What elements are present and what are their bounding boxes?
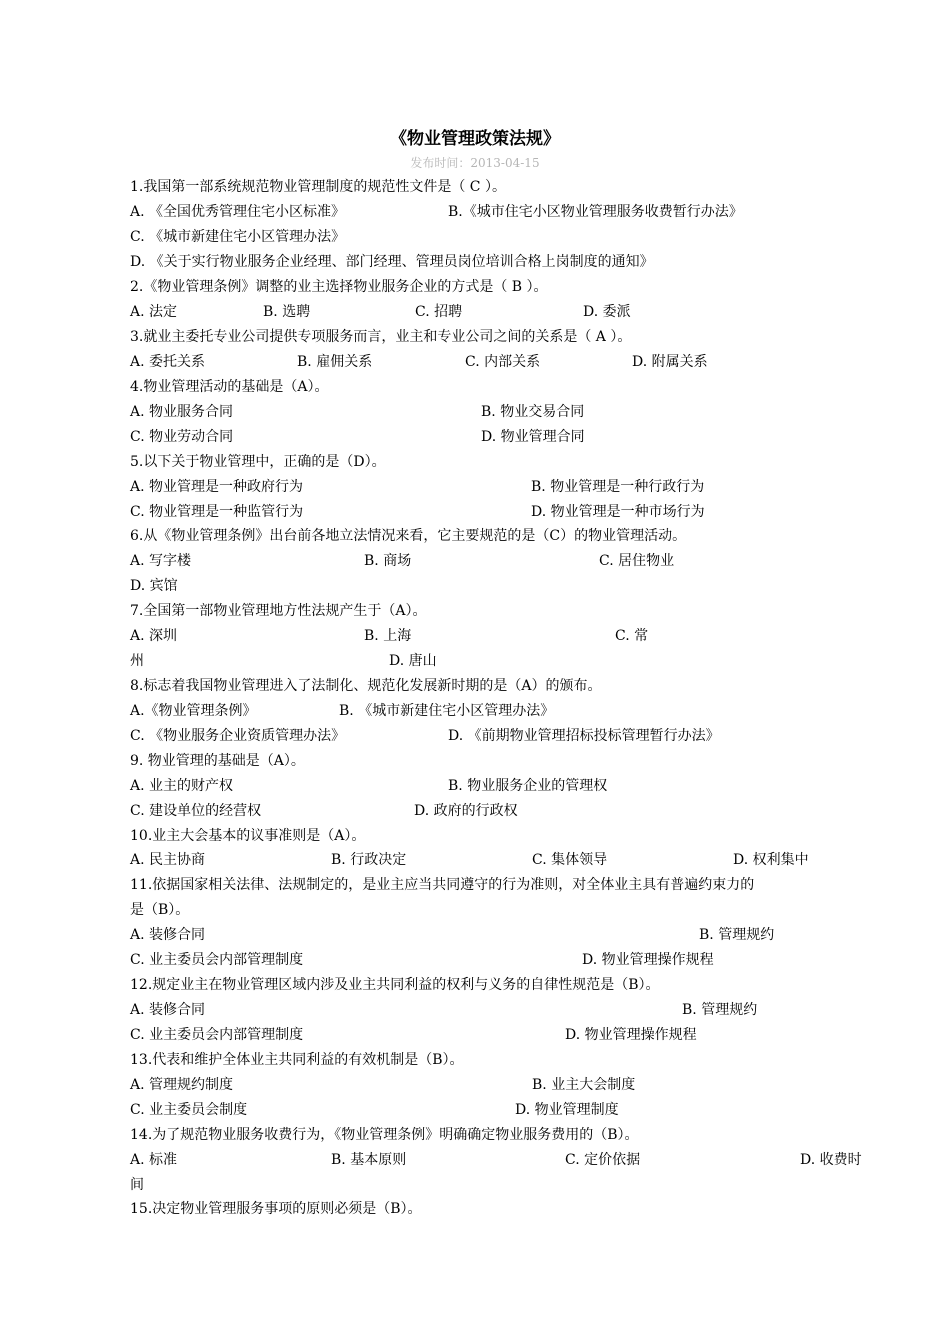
option-c: C. 《城市新建住宅小区管理办法》 xyxy=(130,229,346,245)
option-b: B. 上海 xyxy=(364,628,412,644)
question-stem-wrap: 是（B）。 xyxy=(130,902,190,918)
question-stem: 3.就业主委托专业公司提供专项服务而言，业主和专业公司之间的关系是（ A ）。 xyxy=(130,329,632,345)
option-b: B. 物业服务企业的管理权 xyxy=(448,778,608,794)
option-d: D. 物业管理是一种市场行为 xyxy=(531,504,705,520)
option-d: D. 委派 xyxy=(583,304,631,320)
question-stem: 13.代表和维护全体业主共同利益的有效机制是（B）。 xyxy=(130,1052,464,1068)
option-a: A. 装修合同 xyxy=(130,927,206,943)
option-b: B. 管理规约 xyxy=(699,927,775,943)
option-c: C. 业主委员会制度 xyxy=(130,1102,248,1118)
publish-date: 发布时间：2013-04-15 xyxy=(410,156,540,170)
option-a: A. 民主协商 xyxy=(130,852,206,868)
option-a: A. 《全国优秀管理住宅小区标准》 xyxy=(130,204,346,220)
option-b: B. 雇佣关系 xyxy=(297,354,373,370)
option-a: A. 装修合同 xyxy=(130,1002,206,1018)
option-b: B.《城市住宅小区物业管理服务收费暂行办法》 xyxy=(448,204,743,220)
option-c: C. 业主委员会内部管理制度 xyxy=(130,952,304,968)
option-a: A. 业主的财产权 xyxy=(130,778,234,794)
question-stem: 15.决定物业管理服务事项的原则必须是（B）。 xyxy=(130,1201,422,1217)
option-c: C. 居住物业 xyxy=(599,553,675,569)
option-a: A. 物业管理是一种政府行为 xyxy=(130,479,304,495)
option-b: B. 《城市新建住宅小区管理办法》 xyxy=(339,703,555,719)
option-c: C. 内部关系 xyxy=(465,354,541,370)
option-c: C. 常 xyxy=(615,628,649,644)
option-d: D. 物业管理操作规程 xyxy=(582,952,714,968)
option-a: A. 委托关系 xyxy=(130,354,206,370)
question-stem: 8.标志着我国物业管理进入了法制化、规范化发展新时期的是（A）的颁布。 xyxy=(130,678,602,694)
option-a: A. 物业服务合同 xyxy=(130,404,234,420)
option-c: C. 建设单位的经营权 xyxy=(130,803,262,819)
option-d: D. 物业管理操作规程 xyxy=(565,1027,697,1043)
option-a: A.《物业管理条例》 xyxy=(130,703,257,719)
question-stem: 12.规定业主在物业管理区域内涉及业主共同利益的权利与义务的自律性规范是（B）。 xyxy=(130,977,660,993)
option-c-wrap: 州 xyxy=(130,653,144,669)
option-d: D. 宾馆 xyxy=(130,578,178,594)
document-title: 《物业管理政策法规》 xyxy=(390,129,560,149)
option-b: B. 管理规约 xyxy=(682,1002,758,1018)
option-c: C. 定价依据 xyxy=(565,1152,641,1168)
question-stem: 2.《物业管理条例》调整的业主选择物业服务企业的方式是（ B ）。 xyxy=(130,279,548,295)
option-c: C. 物业劳动合同 xyxy=(130,429,234,445)
option-a: A. 深圳 xyxy=(130,628,178,644)
option-b: B. 选聘 xyxy=(263,304,311,320)
option-a: A. 标准 xyxy=(130,1152,178,1168)
question-stem: 7.全国第一部物业管理地方性法规产生于（A）。 xyxy=(130,603,427,619)
option-c: C. 招聘 xyxy=(415,304,463,320)
question-stem: 6.从《物业管理条例》出台前各地立法情况来看，它主要规范的是（C）的物业管理活动。 xyxy=(130,528,687,544)
option-b: B. 商场 xyxy=(364,553,412,569)
option-b: B. 行政决定 xyxy=(331,852,407,868)
option-b: B. 物业管理是一种行政行为 xyxy=(531,479,705,495)
question-stem: 11.依据国家相关法律、法规制定的，是业主应当共同遵守的行为准则，对全体业主具有普遍约束力的 xyxy=(130,877,755,893)
option-b: B. 物业交易合同 xyxy=(481,404,585,420)
option-a: A. 法定 xyxy=(130,304,178,320)
option-d-wrap: 间 xyxy=(130,1177,144,1193)
question-stem: 14.为了规范物业服务收费行为，《物业管理条例》明确确定物业服务费用的（B）。 xyxy=(130,1127,639,1143)
question-stem: 1.我国第一部系统规范物业管理制度的规范性文件是（ C ）。 xyxy=(130,179,506,195)
option-d: D. 附属关系 xyxy=(632,354,708,370)
option-d: D. 唐山 xyxy=(389,653,437,669)
option-a: A. 管理规约制度 xyxy=(130,1077,234,1093)
option-a: A. 写字楼 xyxy=(130,553,192,569)
question-stem: 4.物业管理活动的基础是（A）。 xyxy=(130,379,329,395)
option-d: D. 权利集中 xyxy=(733,852,809,868)
option-c: C. 物业管理是一种监管行为 xyxy=(130,504,304,520)
option-d: D. 《前期物业管理招标投标管理暂行办法》 xyxy=(448,728,720,744)
option-c: C. 集体领导 xyxy=(532,852,608,868)
option-d: D. 《关于实行物业服务企业经理、部门经理、管理员岗位培训合格上岗制度的通知》 xyxy=(130,254,654,270)
question-stem: 5.以下关于物业管理中，正确的是（D）。 xyxy=(130,454,386,470)
option-b: B. 基本原则 xyxy=(331,1152,407,1168)
option-c: C. 《物业服务企业资质管理办法》 xyxy=(130,728,346,744)
option-d: D. 政府的行政权 xyxy=(414,803,518,819)
option-d: D. 收费时 xyxy=(800,1152,862,1168)
question-stem: 10.业主大会基本的议事准则是（A）。 xyxy=(130,828,366,844)
option-c: C. 业主委员会内部管理制度 xyxy=(130,1027,304,1043)
option-d: D. 物业管理制度 xyxy=(515,1102,619,1118)
option-b: B. 业主大会制度 xyxy=(532,1077,636,1093)
option-d: D. 物业管理合同 xyxy=(481,429,585,445)
question-stem: 9. 物业管理的基础是（A）。 xyxy=(130,753,305,769)
